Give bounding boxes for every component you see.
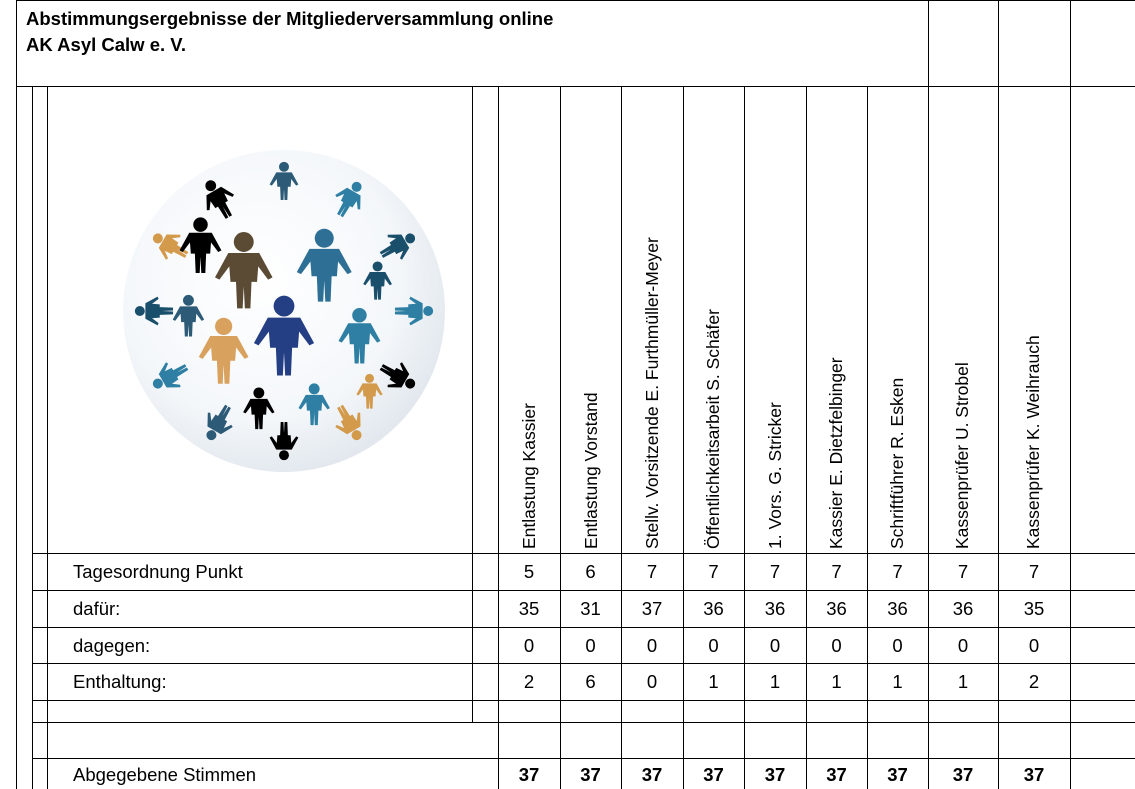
document-title [26,6,553,58]
table-cell: 35 [1023,598,1045,619]
table-cell: 6 [585,671,596,692]
table-cell: 37 [826,764,847,785]
table-cell: 0 [1028,635,1040,656]
table-cell: 7 [708,561,719,582]
table-cell: 37 [952,764,974,785]
table-cell: 37 [641,764,663,785]
table-cell: 1 [957,671,969,692]
table-cell: 31 [580,598,601,619]
table-cell: 5 [523,561,535,582]
table-cell: 7 [646,561,658,582]
table-cell: 7 [957,561,969,582]
table-cell: 36 [764,598,786,619]
row-label-in-favor: dafür: [73,598,121,619]
title-line-2: AK Asyl Calw e. V. [26,34,187,55]
table-cell: 37 [518,764,540,785]
table-cell: 1 [769,671,781,692]
table-cell: 36 [826,598,847,619]
globe-of-people-logo-icon [118,145,450,477]
table-cell: 0 [769,635,781,656]
table-cell: 7 [1028,561,1040,582]
table-cell: 37 [580,764,601,785]
table-cell: 2 [1028,671,1040,692]
table-cell: 37 [1023,764,1045,785]
table-cell: 7 [831,561,842,582]
table-cell: 37 [887,764,908,785]
row-label-against: dagegen: [73,635,151,656]
table-cell: 0 [957,635,969,656]
table-cell: 0 [523,635,535,656]
table-cell: 37 [703,764,724,785]
table-cell: 0 [646,671,658,692]
table-cell: 0 [708,635,719,656]
row-label-agenda-item: Tagesordnung Punkt [73,561,243,582]
table-cell: 1 [892,671,903,692]
table-cell: 37 [641,598,663,619]
table-cell: 37 [764,764,786,785]
table-cell: 0 [831,635,842,656]
title-line-1: Abstimmungsergebnisse der Mitgliederversammlung online [26,8,554,29]
table-cell: 36 [887,598,908,619]
table-cell: 36 [703,598,724,619]
table-cell: 0 [646,635,658,656]
table-cell: 7 [892,561,903,582]
row-label-votes-cast: Abgegebene Stimmen [73,764,257,785]
table-cell: 7 [769,561,781,582]
table-cell: 0 [585,635,596,656]
table-cell: 6 [585,561,596,582]
table-cell: 36 [952,598,974,619]
table-cell: 0 [892,635,903,656]
table-cell: 35 [518,598,540,619]
table-cell: 1 [831,671,842,692]
table-cell: 1 [708,671,719,692]
table-cell: 2 [523,671,535,692]
row-label-abstention: Enthaltung: [73,671,167,692]
